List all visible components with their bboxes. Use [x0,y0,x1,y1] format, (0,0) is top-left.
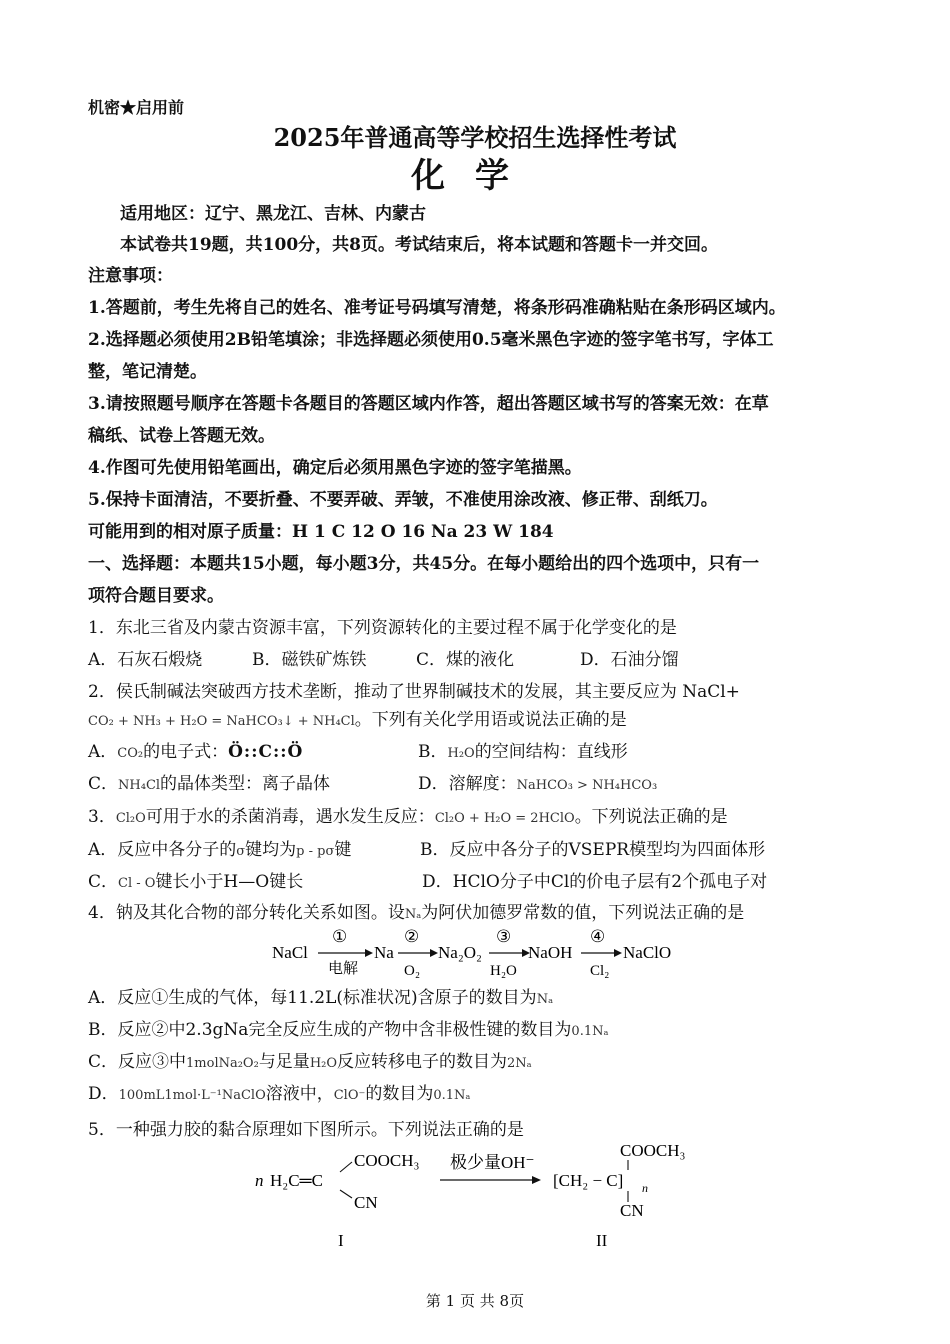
q2-d-formula: NaHCO₃ > NH₄HCO₃ [516,778,658,793]
q2-a-text: 的电子式： [143,742,229,762]
note-3a: 3.请按照题号顺序在答题卡各题目的答题区域内作答，超出答题区域书写的答案无效：在草 [88,394,769,414]
q5-condition: 极少量OH⁻ [450,1153,535,1172]
q2-a-formula: CO₂ [117,746,144,761]
q2-b-text: 的空间结构：直线形 [474,742,628,762]
q5-ester-group-1: COOCH₃ [354,1151,420,1170]
q3-prefix: 3． [88,807,116,827]
q4-b-text: B．反应②中2.3gNa完全反应生成的产物中含非极性键的数目为 [88,1020,572,1040]
q3-equation: Cl₂O + H₂O = 2HClO [434,811,575,826]
q4-reaction-scheme [270,922,690,980]
q5-bond-ester-1 [340,1162,352,1172]
exam-title: 2025年普通高等学校招生选择性考试 [273,123,677,152]
q2-c-prefix: C． [88,774,119,794]
q2-b-prefix: B． [418,742,448,762]
q5-monomer-backbone: H₂C═C [270,1171,323,1190]
q4-condition-4: Cl₂ [590,963,610,979]
q3-a-prefix: A．反应中各分子的 [88,840,237,860]
q3-a-sigma: σ [236,844,246,859]
q5-coefficient-n: n [255,1171,264,1190]
q3-stem-2: 。下列说法正确的是 [574,807,728,827]
q3-c-formula: Cl - O [118,876,156,891]
q4-d-mid: 溶液中， [265,1084,334,1104]
q5-label-polymer: II [596,1231,608,1250]
q4-d-value: 0.1Nₐ [433,1088,471,1103]
q3-a-bond-type: p - pσ [296,844,335,859]
q1-option-a: A．石灰石煅烧 [88,650,203,670]
q3-option-a [88,838,351,864]
note-2b: 整，笔记清楚。 [88,362,207,382]
q5-ester-group-2: COOCH₃ [620,1141,686,1160]
q5-polymer-repeat-unit: [CH₂ − C] [553,1171,624,1190]
q4-c-text: 反应转移电子的数目为 [337,1052,508,1072]
q5-arrowhead [532,1176,541,1184]
q5-label-monomer: I [338,1231,344,1250]
q4-species-naoh: NaOH [528,943,573,962]
q1-stem: 1．东北三省及内蒙古资源丰富，下列资源转化的主要过程不属于化学变化的是 [88,618,677,638]
q3-stem [88,805,728,831]
q4-option-b [88,1018,609,1044]
q5-subscript-n: n [642,1181,648,1195]
q5-stem: 5．一种强力胶的黏合原理如下图所示。下列说法正确的是 [88,1120,524,1140]
q4-arrowhead-4 [614,949,622,957]
q5-cyano-group-2: CN [620,1201,644,1220]
q2-option-a [88,740,303,766]
q2-stem-2 [88,708,627,734]
q4-option-d [88,1082,470,1108]
q4-c-mid: 与足量 [258,1052,310,1072]
q4-species-naclo: NaClO [623,943,672,962]
q2-a-lewis-structure: Ö::C::Ö [228,742,304,762]
q3-a-post: 键 [334,840,352,860]
section-1-heading-a: 一、选择题：本题共15小题，每小题3分，共45分。在每小题给出的四个选项中，只有一 [88,554,760,574]
note-2a: 2.选择题必须使用2B铅笔填涂；非选择题必须使用0.5毫米黑色字迹的签字笔书写，字体工 [88,330,774,350]
q4-c-formula: 1molNa₂O₂ [186,1056,259,1071]
atomic-masses [88,520,554,544]
q4-a-value: Nₐ [536,992,554,1007]
q1-option-b: B．磁铁矿炼铁 [252,650,367,670]
q4-stem-b: 为阿伏加德罗常数的值，下列说法正确的是 [421,903,745,923]
q4-c-value: 2Nₐ [507,1056,532,1071]
q4-d-text: 的数目为 [365,1084,434,1104]
q4-species-nacl: NaCl [272,943,308,962]
q2-stem-2-text: 。下列有关化学用语或说法正确的是 [354,710,627,730]
q4-avogadro: Nₐ [404,907,422,922]
q2-option-d [418,772,657,798]
subject-title: 化学 [411,156,539,196]
q4-species-na2o2: Na₂O₂ [438,943,482,962]
q2-option-c [88,772,330,798]
q4-step-2: ② [404,927,420,946]
q4-d-formula: 100mL1mol·L⁻¹NaClO [118,1088,266,1103]
q4-stem-a: 4．钠及其化合物的部分转化关系如图。设 [88,903,405,923]
q4-condition-3: H₂O [490,963,517,979]
q4-step-4: ④ [590,927,606,946]
q2-d-prefix: D．溶解度： [418,774,517,794]
section-1-heading-b: 项符合题目要求。 [88,586,224,606]
q4-d-prefix: D． [88,1084,119,1104]
q3-formula: Cl₂O [115,811,146,826]
q4-c-water: H₂O [309,1056,338,1071]
note-4: 4.作图可先使用铅笔画出，确定后必须用黑色字迹的签字笔描黑。 [88,458,582,478]
q3-option-b: B．反应中各分子的VSEPR模型均为四面体形 [420,840,766,860]
q4-species-na: Na [374,943,394,962]
q4-condition-1: 电解 [328,961,359,977]
page-footer: 第 1 页 共 8页 [425,1292,525,1310]
q5-cyano-group-1: CN [354,1193,378,1212]
q5-bond-cn-1 [340,1190,352,1198]
q1-option-d: D．石油分馏 [580,650,679,670]
notes-heading: 注意事项： [88,266,173,286]
q4-arrowhead-1 [365,949,373,957]
q2-c-formula: NH₄Cl [118,778,161,793]
region-line: 适用地区：辽宁、黑龙江、吉林、内蒙古 [120,204,426,224]
q4-arrowhead-2 [430,949,438,957]
note-1: 1.答题前，考生先将自己的姓名、准考证号码填写清楚，将条形码准确粘贴在条形码区域内。 [88,298,786,318]
q4-condition-2: O₂ [404,963,421,979]
summary-line: 本试卷共19题，共100分，共8页。考试结束后，将本试题和答题卡一并交回。 [120,235,718,255]
q1-option-c: C．煤的液化 [416,650,515,670]
q2-a-prefix: A． [88,742,118,762]
q3-option-c [88,870,303,896]
q2-equation: CO₂ + NH₃ + H₂O = NaHCO₃↓ + NH₄Cl [88,714,355,729]
q3-option-d: D．HClO分子中Cl的价电子层有2个孤电子对 [422,872,768,892]
q3-a-mid: 键均为 [245,840,297,860]
q4-b-value: 0.1Nₐ [571,1024,609,1039]
q4-c-prefix: C．反应③中 [88,1052,187,1072]
note-3b: 稿纸、试卷上答题无效。 [88,426,275,446]
confidential-label: 机密★启用前 [88,98,185,117]
q4-step-1: ① [332,927,348,946]
q2-c-text: 的晶体类型：离子晶体 [160,774,331,794]
note-5: 5.保持卡面清洁，不要折叠、不要弄破、弄皱，不准使用涂改液、修正带、刮纸刀。 [88,490,718,510]
q3-c-prefix: C． [88,872,119,892]
q3-stem-1: 可用于水的杀菌消毒，遇水发生反应： [145,807,435,827]
q4-option-a [88,986,553,1012]
q2-b-formula: H₂O [447,746,475,761]
q2-option-b [418,740,628,766]
q4-option-c [88,1050,532,1076]
atomic-masses-text: 可能用到的相对原子质量：H 1 C 12 O 16 Na 23 W 184 [88,522,554,542]
q3-c-text: 键长小于H—O键长 [155,872,304,892]
q5-polymerization-scheme [250,1136,710,1254]
q4-d-ion: ClO⁻ [333,1088,366,1103]
q2-stem-1: 2．侯氏制碱法突破西方技术垄断，推动了世界制碱技术的发展，其主要反应为 NaCl+ [88,682,740,702]
q4-a-text: A．反应①生成的气体，每11.2L(标准状况)含原子的数目为 [88,988,537,1008]
q4-step-3: ③ [496,927,512,946]
